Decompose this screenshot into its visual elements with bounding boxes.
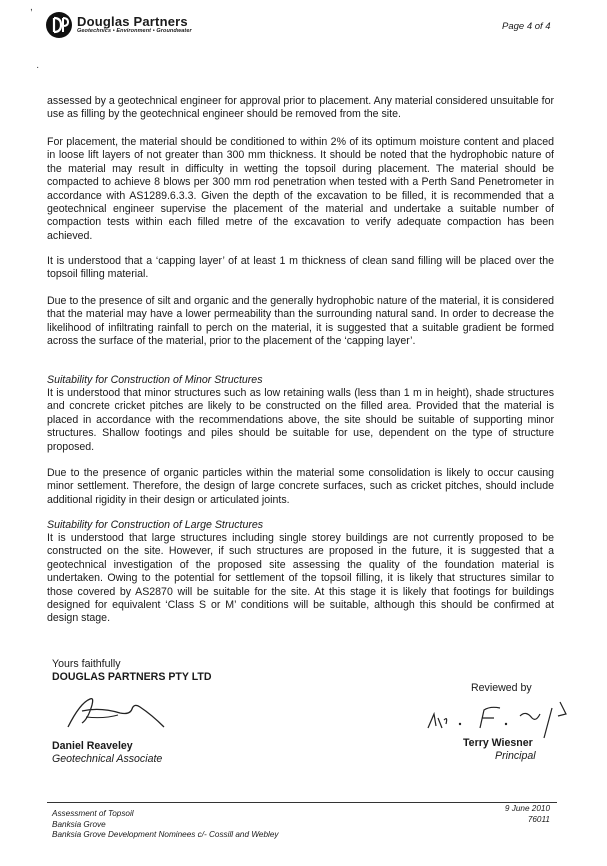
paragraph: It is understood that a ‘capping layer’ of at least 1 m thickness of clean sand filling will be placed over the topsoil filling material. — [47, 255, 554, 281]
paragraph: It is understood that large structures including single storey buildings are not currently proposed to be constructed on the site. However, if such structures are proposed in the future, it is suggested that a geotechnical investigation of the proposed site assessing the quality of the foundation material is undertaken. Owing to the potential for settlement of the topsoil filling, it is likely that structures similar to those covered by AS2870 will be suitable for the site. At this stage it is likely that footings for buildings designed for equivalent ‘Class S or M’ conditions will be suitable, although this should be confirmed at design stage. — [47, 532, 554, 625]
section-heading: Suitability for Construction of Large Structures — [47, 519, 264, 531]
signature-daniel-reaveley — [60, 693, 170, 735]
company-logo — [46, 12, 192, 38]
scan-mark: · — [36, 62, 40, 73]
reviewer-title: Principal — [495, 750, 536, 762]
footer-project-info — [52, 809, 278, 841]
footer-line: Banksia Grove Development Nominees c/- Cossill and Webley — [52, 830, 279, 839]
footer-line: Assessment of Topsoil — [52, 809, 134, 818]
footer-divider — [47, 802, 557, 803]
logo-icon — [46, 12, 72, 38]
paragraph: Due to the presence of organic particles within the material some consolidation is likely to occur causing minor settlement. Therefore, the design of large concrete surfaces, such as cricket pitches, should include additional rigidity in their design or articulated joints. — [47, 467, 554, 506]
reviewed-by-label: Reviewed by — [471, 682, 532, 694]
paragraph: assessed by a geotechnical engineer for approval prior to placement. Any material considered unsuitable for use as filling by the geotechnical engineer should be removed from the site. — [47, 95, 554, 121]
salutation: Yours faithfully — [52, 658, 121, 670]
footer-date-ref — [490, 804, 550, 825]
reviewer-name: Terry Wiesner — [463, 737, 533, 749]
paragraph: Due to the presence of silt and organic and the generally hydrophobic nature of the material, it is considered that the material may have a lower permeability than the surrounding natural sand. In order to decrease the likelihood of infiltrating rainfall to perch on the material, it is suggested that a suitable gradient be formed across the surface of the material, prior to the placement of the ‘capping layer’. — [47, 295, 554, 348]
footer-project-number: 76011 — [527, 814, 550, 824]
company-tagline: Geotechnics • Environment • Groundwater — [77, 28, 192, 35]
signer-name: Daniel Reaveley — [52, 740, 133, 752]
footer-line: Banksia Grove — [52, 819, 106, 829]
paragraph: For placement, the material should be conditioned to within 2% of its optimum moisture content and placed in loose lift layers of not greater than 300 mm thickness. It should be noted that the hydrophobic nature of the material may result in difficulty in wetting the topsoil during placement. The material should be compacted to achieve 8 blows per 300 mm rod penetration when tested with a Perth Sand Penetrometer in accordance with AS1289.6.3.3. Given the depth of the excavation to be filled, it is recommended that a geotechnical engineer supervise the placement of the material and undertake a suitable number of compaction tests within each filled metre of the excavation to verify adequate compaction has been achieved. — [47, 136, 554, 242]
footer-date: 9 June 2010 — [504, 804, 550, 813]
signer-title: Geotechnical Associate — [52, 753, 163, 765]
signature-terry-wiesner — [420, 700, 570, 740]
company-name: Douglas Partners — [77, 14, 188, 30]
paragraph: It is understood that minor structures such as low retaining walls (less than 1 m in height), shade structures and concrete cricket pitches are likely to be constructed on the filled area. Provided that the material is placed in accordance with the recommendations above, the site should be suitable of supporting minor structures. Shallow footings and piles should be suitable for use, dependent on the type of structure proposed. — [47, 387, 554, 453]
scan-mark: , — [30, 2, 33, 13]
section-heading: Suitability for Construction of Minor Structures — [47, 374, 263, 386]
signing-company: DOUGLAS PARTNERS PTY LTD — [52, 671, 212, 683]
page-number: Page 4 of 4 — [502, 21, 551, 32]
